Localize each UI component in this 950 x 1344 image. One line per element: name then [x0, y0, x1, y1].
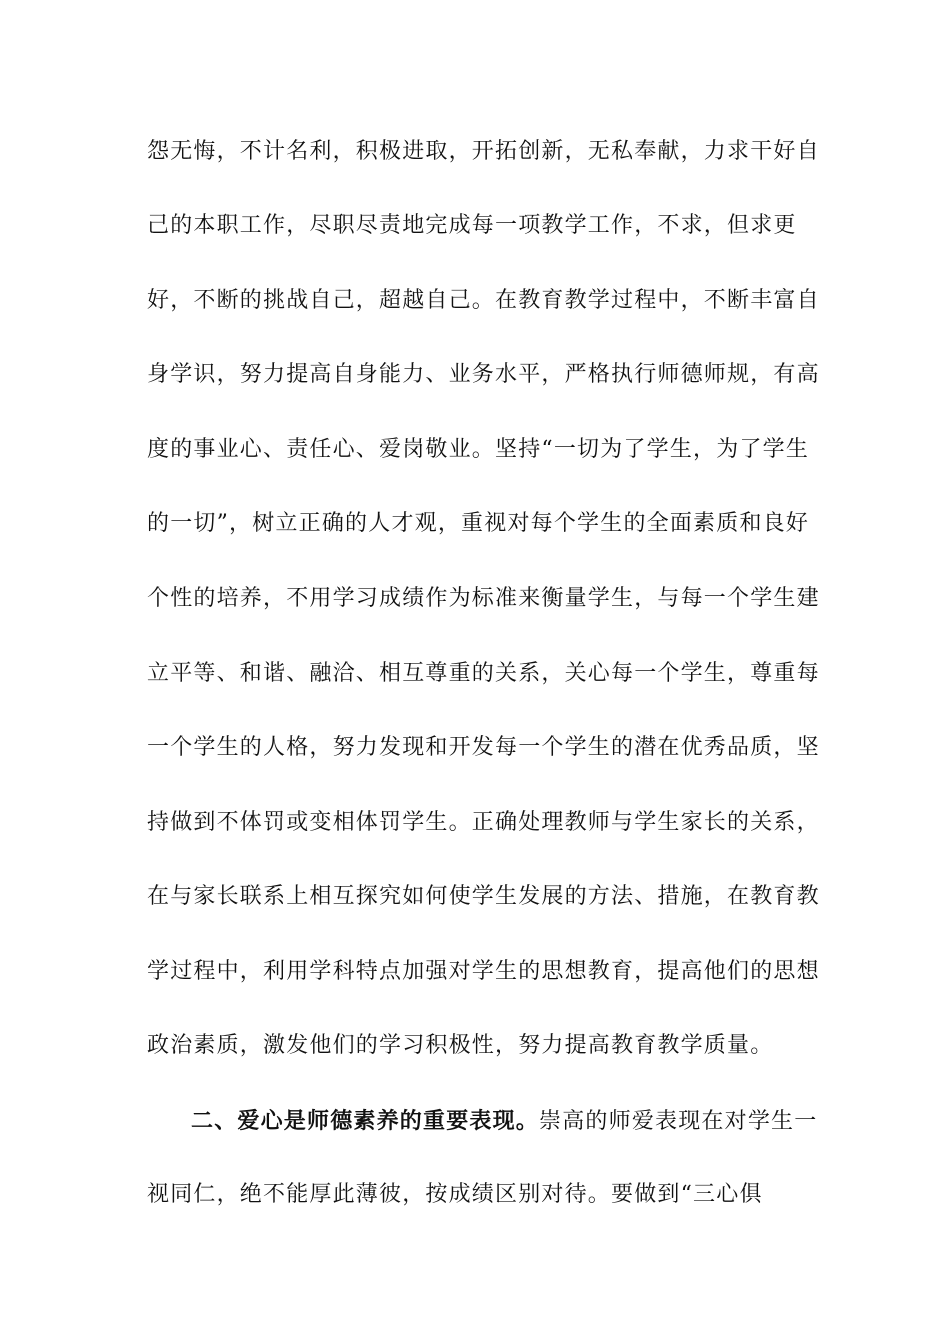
body-text-line: 己的本职工作，尽职尽责地完成每一项教学工作，不求，但求更: [147, 213, 797, 238]
body-text-line: 视同仁，绝不能厚此薄彼，按成绩区别对待。要做到“三心俱: [147, 1182, 763, 1207]
body-text-line: 个性的培养，不用学习成绩作为标准来衡量学生，与每一个学生建: [147, 586, 820, 611]
body-text-line: 一个学生的人格，努力发现和开发每一个学生的潜在优秀品质，坚: [147, 735, 820, 760]
section-heading: 二、爱心是师德素养的重要表现。: [191, 1108, 540, 1134]
body-text-line: 学过程中，利用学科特点加强对学生的思想教育，提高他们的思想: [147, 959, 820, 984]
body-text-line: 度的事业心、责任心、爱岗敬业。坚持“一切为了学生，为了学生: [147, 437, 810, 462]
section-paragraph-first-line: [191, 1106, 818, 1136]
body-text-line: 好，不断的挑战自己，超越自己。在教育教学过程中，不断丰富自: [147, 288, 820, 313]
body-text-line: 身学识，努力提高自身能力、业务水平，严格执行师德师规，有高: [147, 362, 820, 387]
body-text-line: 怨无悔，不计名利，积极进取，开拓创新，无私奉献，力求干好自: [147, 139, 820, 164]
body-text-line: 立平等、和谐、融洽、相互尊重的关系，关心每一个学生，尊重每: [147, 661, 820, 686]
body-text-line: 政治素质，激发他们的学习积极性，努力提高教育教学质量。: [147, 1033, 774, 1058]
body-text-line: 在与家长联系上相互探究如何使学生发展的方法、措施，在教育教: [147, 884, 820, 909]
body-text-line: 的一切”，树立正确的人才观，重视对每个学生的全面素质和良好: [147, 511, 810, 536]
body-text-line: 持做到不体罚或变相体罚学生。正确处理教师与学生家长的关系，: [147, 810, 820, 835]
section-heading-continuation: 崇高的师爱表现在对学生一: [539, 1109, 818, 1134]
